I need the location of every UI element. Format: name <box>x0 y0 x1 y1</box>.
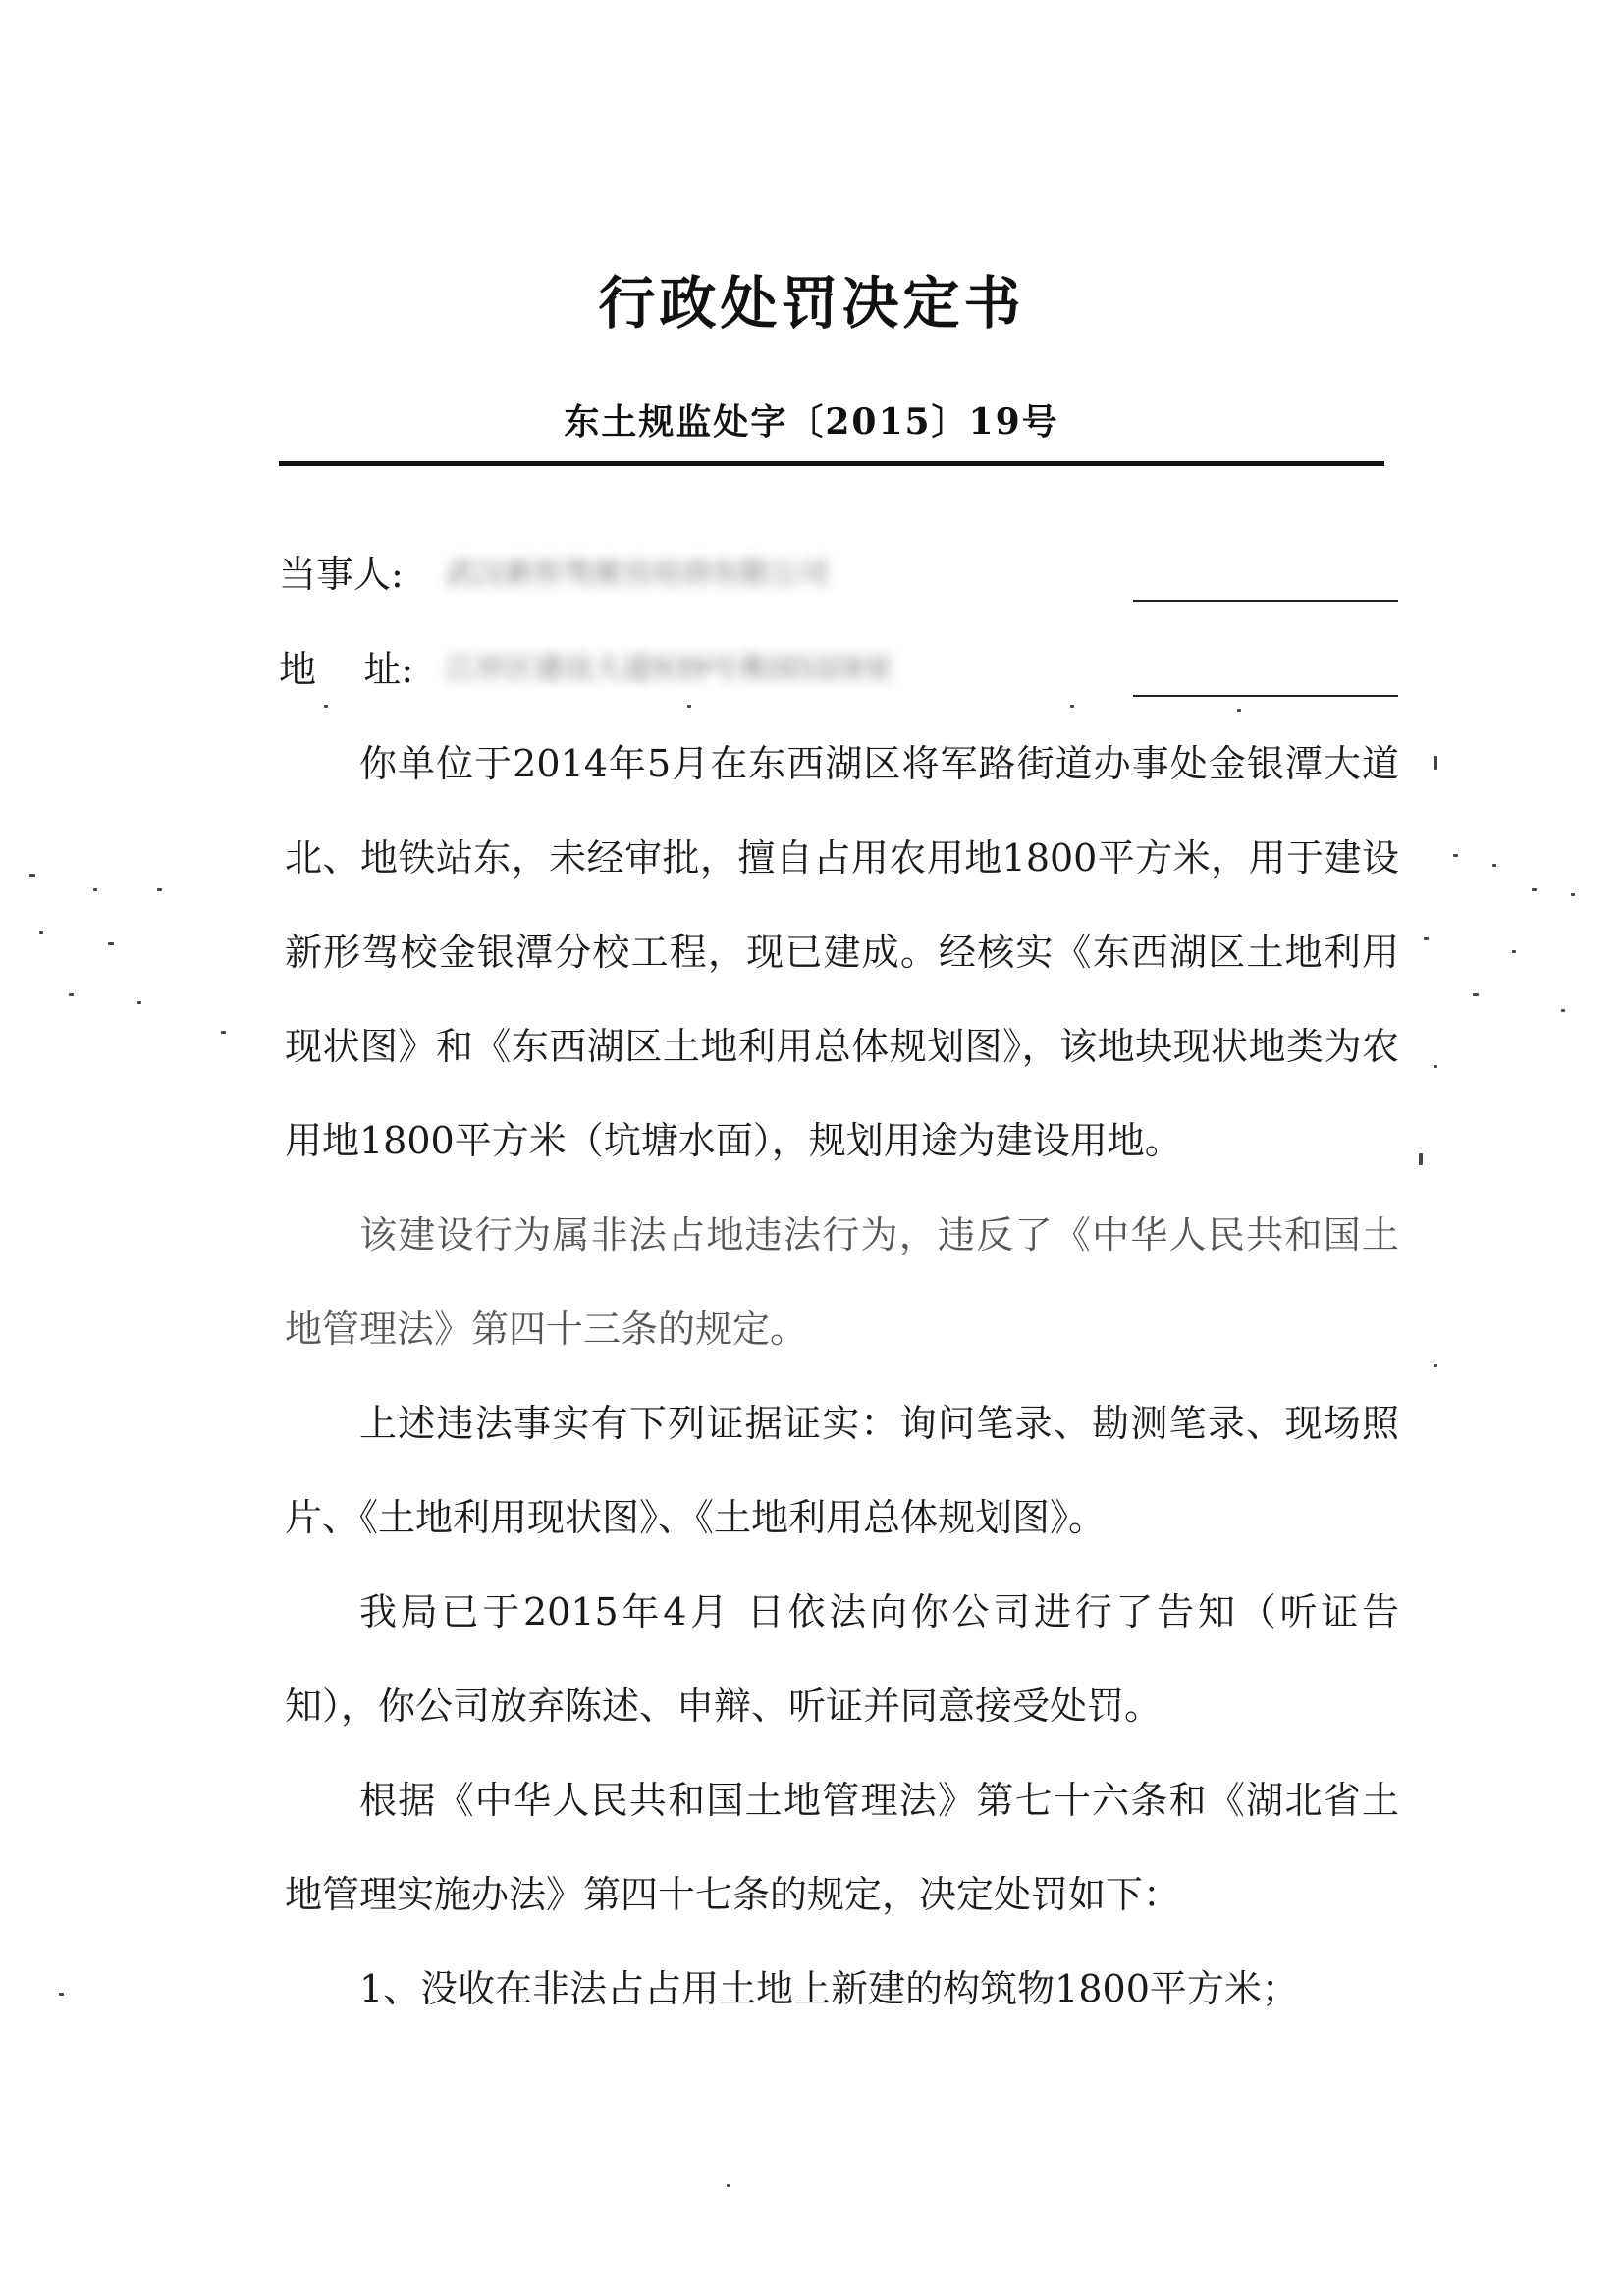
scan-speck <box>69 993 74 996</box>
scan-speck <box>137 1001 141 1004</box>
party-label: 当事人: <box>279 553 404 596</box>
address-row <box>279 640 1398 699</box>
scan-speck <box>1473 993 1479 996</box>
scan-speck <box>727 2184 730 2187</box>
scan-speck <box>39 931 43 934</box>
address-label: 地 址: <box>279 648 414 691</box>
address-value-redacted: 江岸区建设大道939号奥园5层8室 <box>446 652 893 686</box>
scan-speck <box>93 888 97 891</box>
document-title: 行政处罚决定书 <box>598 270 1025 337</box>
scan-speck <box>108 942 114 945</box>
paragraph-facts: 你单位于2014年5月在东西湖区将军路街道办事处金银潭大道北、地铁站东，未经审批，擅自占用农用地1800平方米，用于建设新形驾校金银潭分校工程，现已建成。经核实《东西湖区土地利用现状图》和《东西湖区土地利用总体规划图》，该地块现状地类为农用地1800平方米（坑塘水面），规划用途为建设用地。 <box>285 742 1399 1162</box>
scan-speck <box>324 705 328 708</box>
address-underline <box>1133 695 1398 697</box>
penalty-item-1: 1、没收在非法占占用土地上新建的构筑物1800平方米； <box>359 1967 1299 2010</box>
scan-speck <box>1434 1364 1437 1367</box>
scan-speck <box>1419 1153 1423 1165</box>
scan-speck <box>1492 864 1496 867</box>
scan-speck <box>157 888 162 891</box>
scan-speck <box>1453 854 1458 857</box>
paragraph-legal-basis: 根据《中华人民共和国土地管理法》第七十六条和《湖北省土地管理实施办法》第四十七条的规定，决定处罚如下： <box>285 1779 1399 1916</box>
scan-speck <box>1561 1009 1565 1012</box>
document-number: 东土规监处字〔2015〕19号 <box>564 401 1059 443</box>
party-underline <box>1133 600 1398 602</box>
paragraph-notice: 我局已于2015年4月 日依法向你公司进行了告知（听证告知），你公司放弃陈述、申辩、听证并同意接受处罚。 <box>285 1590 1399 1728</box>
document-body <box>285 717 1399 2036</box>
scan-speck <box>1237 709 1241 712</box>
scan-speck <box>59 1993 64 1996</box>
scan-speck <box>1424 937 1429 940</box>
scan-speck <box>1571 893 1575 896</box>
paragraph-violation: 该建设行为属非法占地违法行为，违反了《中华人民共和国土地管理法》第四十三条的规定。 <box>285 1213 1399 1351</box>
scan-speck <box>1434 756 1437 770</box>
paragraph-evidence: 上述违法事实有下列证据证实：询问笔录、勘测笔录、现场照片、《土地利用现状图》、《土地利用总体规划图》。 <box>285 1402 1399 1539</box>
party-row <box>279 545 1398 604</box>
scan-speck <box>1512 950 1516 953</box>
party-value-redacted: 武汉新形驾驶员培训有限公司 <box>446 557 829 591</box>
header-rule <box>279 461 1384 466</box>
scan-speck <box>687 705 691 708</box>
scan-speck <box>29 874 35 877</box>
scan-speck <box>1434 1065 1437 1068</box>
scan-speck <box>1070 705 1074 708</box>
scan-speck <box>221 1031 226 1034</box>
scan-speck <box>1532 888 1537 891</box>
